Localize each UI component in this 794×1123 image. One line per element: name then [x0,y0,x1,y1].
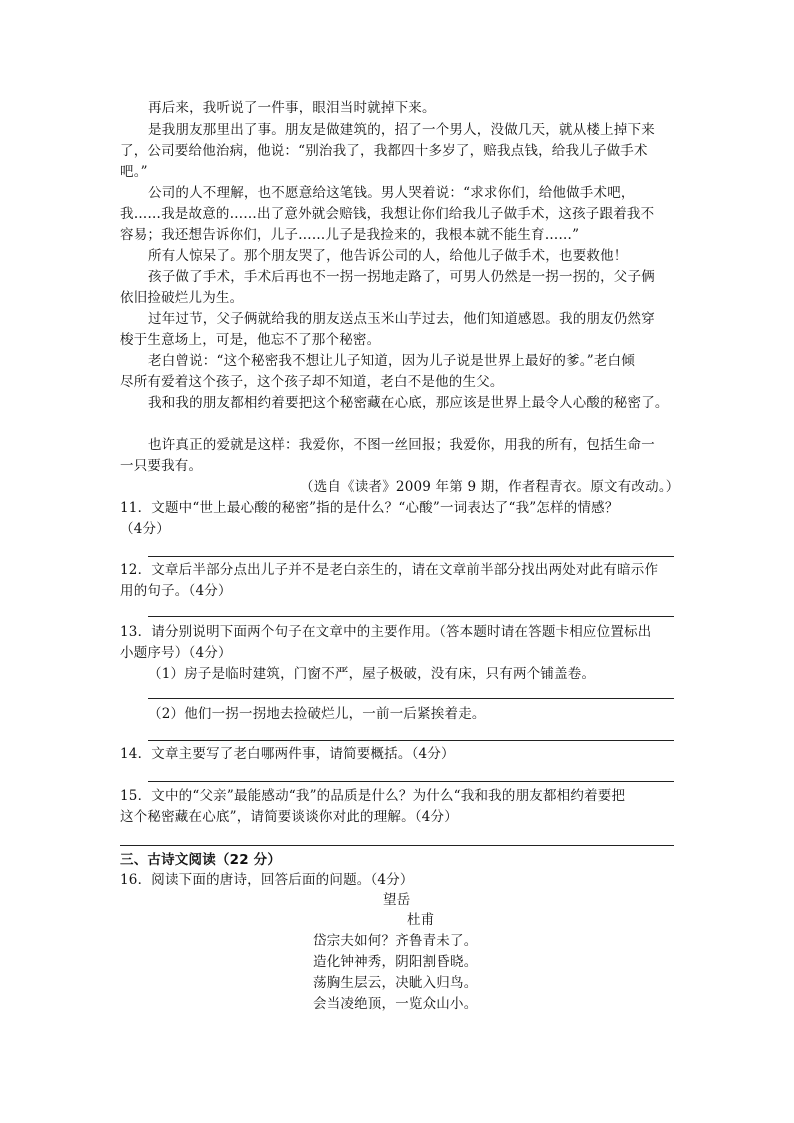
question-13: 13．请分别说明下面两个句子在文章中的主要作用。（答本题时请在答题卡相应位置标出 [120,624,652,640]
passage-line: 公司的人不理解，也不愿意给这笔钱。男人哭着说：“求求你们，给他做手术吧， [148,185,635,201]
answer-line[interactable] [148,556,674,557]
question-12: 12．文章后半部分点出儿子并不是老白亲生的，请在文章前半部分找出两处对此有暗示作 [120,562,659,578]
answer-line[interactable] [148,781,674,782]
passage-line: 所有人惊呆了。那个朋友哭了，他告诉公司的人，给他儿子做手术，也要救他！ [148,248,628,264]
question-15: 15．文中的“父亲”最能感动“我”的品质是什么？为什么“我和我的朋友都相约着要把 [120,788,626,804]
passage-line: 依旧捡破烂儿为生。 [120,290,244,306]
answer-line[interactable] [148,616,674,617]
question-11-points: （4分） [120,521,170,537]
passage-line: 梭于生意场上，可是，他忘不了那个秘密。 [120,332,381,348]
section-heading: 三、古诗文阅读（22 分） [120,852,282,868]
poem-title: 望岳 [383,892,411,908]
answer-line[interactable] [148,740,674,741]
question-12-cont: 用的句子。（4分） [120,583,232,599]
poem-line: 荡胸生层云，决眦入归鸟。 [313,975,478,991]
passage-line: 老白曾说：“这个秘密我不想让儿子知道，因为儿子说是世界上最好的爹。”老白倾 [148,353,635,369]
poem-line: 造化钟神秀，阴阳割昏晓。 [313,954,478,970]
question-14: 14．文章主要写了老白哪两件事，请简要概括。（4分） [120,746,455,762]
poem-line: 岱宗夫如何？齐鲁青未了。 [313,933,478,949]
passage-line: 了，公司要给他治病，他说：“别治我了，我都四十多岁了，赔我点钱，给我儿子做手术 [120,143,648,159]
passage-line: 过年过节，父子俩就给我的朋友送点玉米山芋过去，他们知道感恩。我的朋友仍然穿 [148,311,655,327]
poem-author: 杜甫 [407,912,435,928]
passage-line: 尽所有爱着这个孩子，这个孩子却不知道，老白不是他的生父。 [120,374,504,390]
passage-line: 是我朋友那里出了事。朋友是做建筑的，招了一个男人，没做几天，就从楼上掉下来 [148,122,655,138]
passage-line: 我……我是故意的……出了意外就会赔钱，我想让你们给我儿子做手术，这孩子跟着我不 [120,206,655,222]
question-15-cont: 这个秘密藏在心底”，请简要谈谈你对此的理解。（4分） [120,809,458,825]
question-13-cont: 小题序号）（4分） [120,645,232,661]
question-13-sub2: （2）他们一拐一拐地去捡破烂儿，一前一后紧挨着走。 [148,706,486,722]
passage-source: （选自《读者》2009 年第 9 期，作者程青衣。原文有改动。） [300,479,680,495]
passage-line: 再后来，我听说了一件事，眼泪当时就掉下来。 [148,100,436,116]
question-11: 11．文题中“世上最心酸的秘密”指的是什么？“心酸”一词表达了“我”怎样的情感？ [120,500,619,516]
poem-line: 会当凌绝顶，一览众山小。 [313,996,478,1012]
question-13-sub1: （1）房子是临时建筑，门窗不严，屋子极破，没有床，只有两个铺盖卷。 [148,666,596,682]
passage-line: 孩子做了手术，手术后再也不一拐一拐地走路了，可男人仍然是一拐一拐的，父子俩 [148,269,655,285]
passage-line: 一只要我有。 [120,458,203,474]
passage-line: 吧。” [120,164,148,180]
passage-line: 也许真正的爱就是这样：我爱你，不图一丝回报；我爱你，用我的所有，包括生命一 [148,437,655,453]
question-16: 16．阅读下面的唐诗，回答后面的问题。（4分） [120,872,414,888]
passage-line: 容易；我还想告诉你们，儿子……儿子是我捡来的，我根本就不能生育……” [120,227,580,243]
answer-line[interactable] [120,845,674,846]
answer-line[interactable] [148,698,674,699]
passage-line: 我和我的朋友都相约着要把这个秘密藏在心底，那应该是世界上最令人心酸的秘密了。 [148,395,669,411]
